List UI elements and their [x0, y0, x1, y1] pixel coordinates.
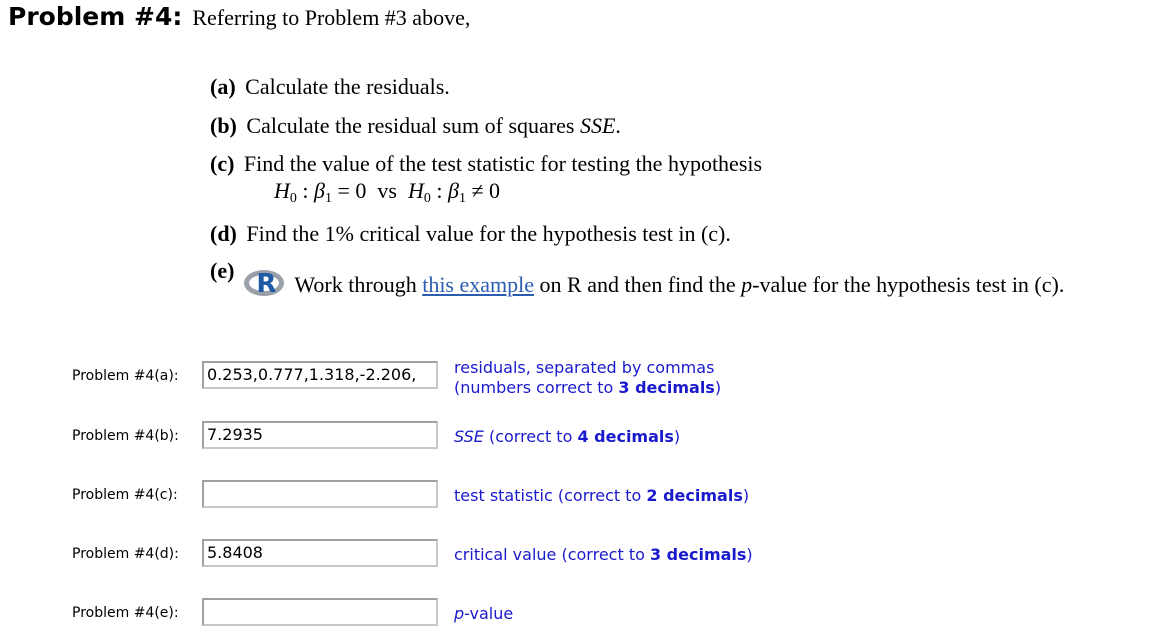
part-a-text: Calculate the residuals.	[245, 74, 450, 99]
part-b	[210, 113, 621, 139]
vs-text: vs	[366, 178, 408, 203]
problem-heading	[8, 2, 470, 31]
part-e-tag: (e)	[210, 258, 235, 283]
part-b-text: Calculate the residual sum of squares	[246, 113, 580, 138]
beta-subscript-2: 1	[458, 191, 466, 206]
part-e	[210, 258, 1064, 302]
answer-input-c[interactable]	[202, 480, 438, 508]
problem-title: Problem #4:	[8, 2, 183, 31]
answer-input-b[interactable]: 7.2935	[202, 421, 438, 449]
h-subscript-2: 0	[423, 191, 431, 206]
part-d	[210, 221, 731, 247]
part-a-tag: (a)	[210, 74, 236, 99]
answer-hint-e: p-value	[454, 604, 514, 623]
colon-2: :	[430, 178, 448, 203]
h-subscript: 0	[289, 191, 297, 206]
problem-intro: Referring to Problem #3 above,	[192, 5, 471, 30]
part-a	[210, 74, 450, 100]
answer-input-e[interactable]	[202, 598, 438, 626]
part-c-tag: (c)	[210, 151, 235, 176]
answer-label-c: Problem #4(c):	[72, 487, 178, 503]
hypothesis-formula	[274, 178, 500, 207]
part-e-text-mid: on R and then find the	[534, 272, 742, 297]
colon: :	[296, 178, 315, 203]
answer-hint-b: SSE (correct to 4 decimals)	[454, 427, 681, 446]
answer-input-a[interactable]: 0.253,0.777,1.318,-2.206,	[202, 361, 438, 389]
answer-hint-d: critical value (correct to 3 decimals)	[454, 545, 753, 564]
answer-label-b: Problem #4(b):	[72, 428, 179, 444]
h-symbol: H	[274, 178, 290, 203]
part-e-text-end: -value for the hypothesis test in (c).	[752, 272, 1065, 297]
hint-a-line2: (numbers correct to 3 decimals)	[454, 378, 722, 397]
answer-hint-a	[454, 358, 721, 398]
beta-subscript: 1	[324, 191, 332, 206]
part-d-tag: (d)	[210, 221, 237, 246]
part-b-sse: SSE	[579, 113, 616, 138]
example-link[interactable]: this example	[422, 272, 535, 297]
hint-a-line1: residuals, separated by commas	[454, 358, 715, 377]
part-e-p: p	[741, 272, 753, 297]
part-b-tag: (b)	[210, 113, 237, 138]
part-e-text: Work through	[294, 272, 423, 297]
equals-zero: = 0	[331, 178, 367, 203]
h-symbol-2: H	[407, 178, 424, 203]
answer-input-d[interactable]: 5.8408	[202, 539, 438, 567]
r-logo-icon: R	[242, 266, 290, 302]
part-d-text: Find the 1% critical value for the hypothesis test in (c).	[246, 221, 731, 246]
beta-symbol: β	[314, 178, 325, 203]
part-c-text: Find the value of the test statistic for testing the hypothesis	[243, 151, 763, 176]
not-equals-zero: ≠ 0	[465, 178, 501, 203]
answer-label-e: Problem #4(e):	[72, 605, 179, 621]
answer-label-d: Problem #4(d):	[72, 546, 179, 562]
answer-hint-c: test statistic (correct to 2 decimals)	[454, 486, 750, 505]
answer-label-a: Problem #4(a):	[72, 368, 179, 384]
beta-symbol-2: β	[447, 178, 459, 203]
part-b-period: .	[615, 113, 621, 138]
part-c	[210, 151, 762, 177]
